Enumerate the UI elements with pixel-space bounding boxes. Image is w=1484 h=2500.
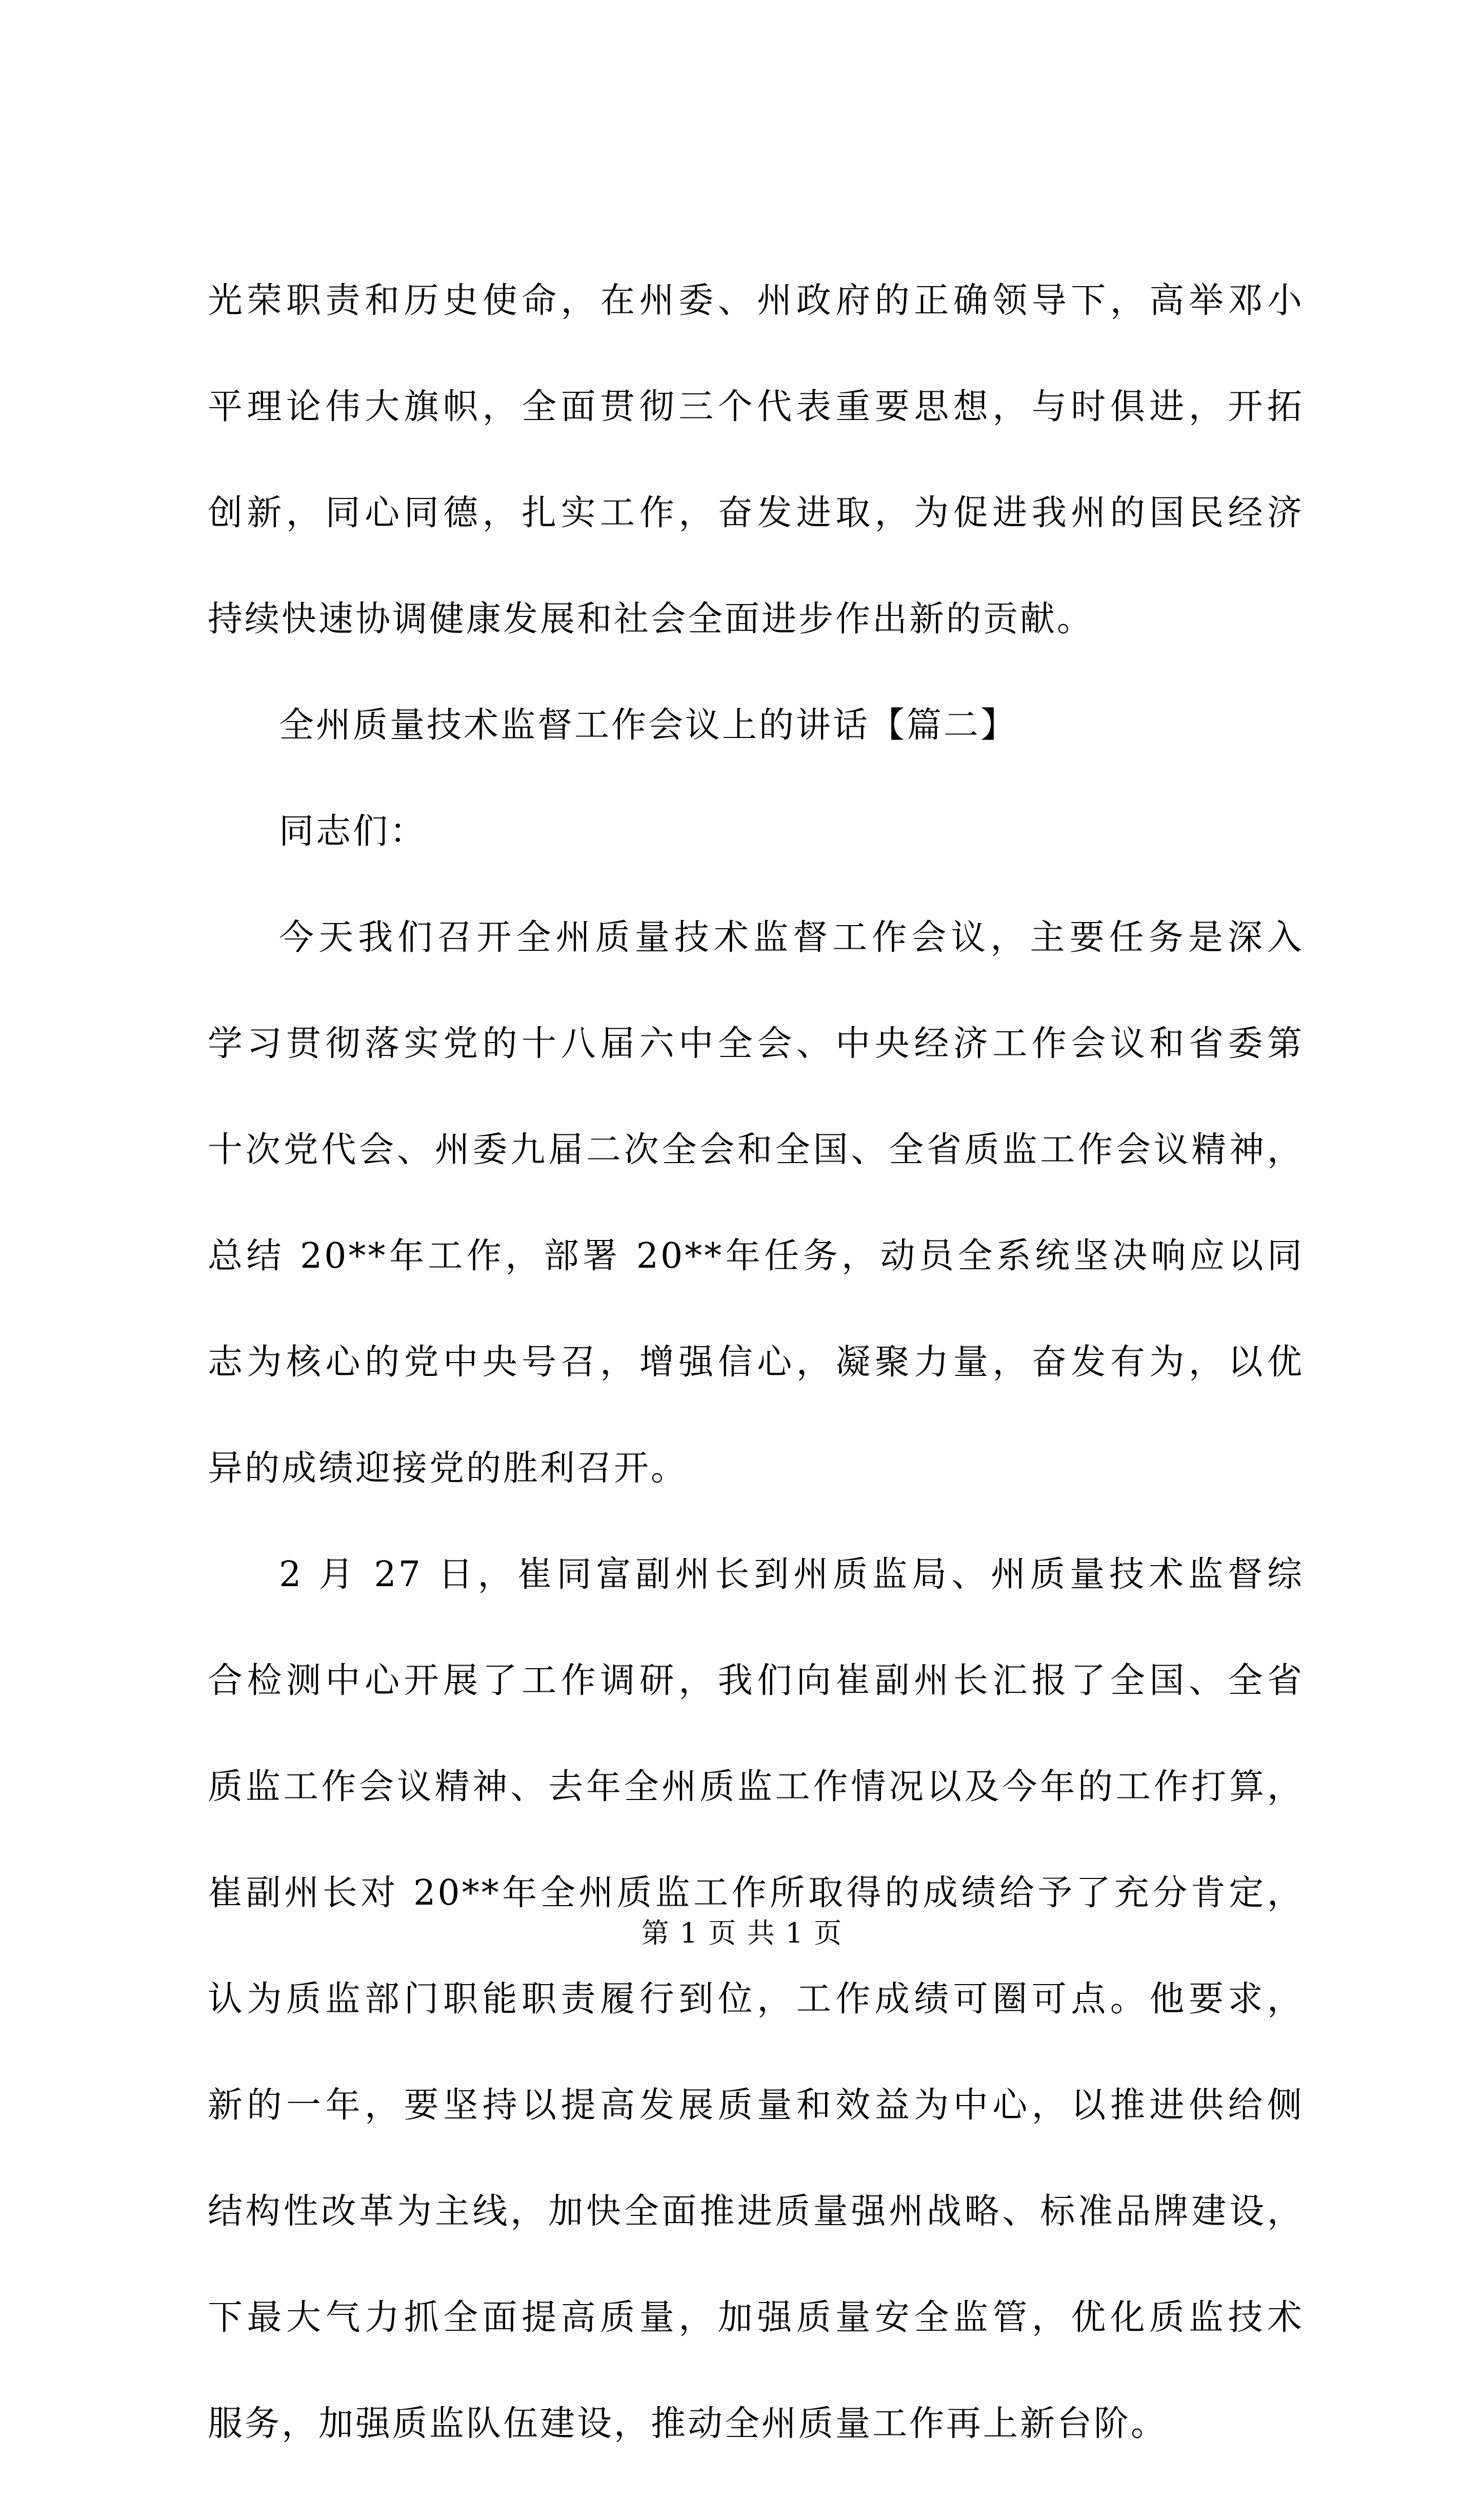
paragraph-line: 今天我们召开全州质量技术监督工作会议，主要任务是深入 — [279, 917, 1304, 958]
paragraph-line: 异的成绩迎接党的胜利召开。 — [208, 1448, 688, 1489]
paragraph-line: 志为核心的党中央号召，增强信心，凝聚力量，奋发有为，以优 — [208, 1342, 1304, 1383]
paragraph-line: 结构性改革为主线，加快全面推进质量强州战略、标准品牌建设， — [208, 2191, 1304, 2232]
paragraph-line: 崔副州长对 20**年全州质监工作所取得的成绩给予了充分肯定， — [208, 1873, 1304, 1913]
paragraph-line: 光荣职责和历史使命，在州委、州政府的正确领导下，高举邓小 — [208, 281, 1304, 321]
paragraph-line: 平理论伟大旗帜，全面贯彻三个代表重要思想，与时俱进，开拓 — [208, 387, 1304, 427]
paragraph-line: 服务，加强质监队伍建设，推动全州质量工作再上新台阶。 — [208, 2404, 1168, 2444]
paragraph-line: 持续快速协调健康发展和社会全面进步作出新的贡献。 — [208, 599, 1094, 639]
paragraph-line: 认为质监部门职能职责履行到位，工作成绩可圈可点。他要求， — [208, 1979, 1304, 2019]
salutation: 同志们： — [279, 811, 427, 852]
paragraph-line: 十次党代会、州委九届二次全会和全国、全省质监工作会议精神， — [208, 1130, 1304, 1170]
page-number-footer: 第 1 页 共 1 页 — [641, 1917, 843, 1949]
paragraph-line: 质监工作会议精神、去年全州质监工作情况以及今年的工作打算， — [208, 1767, 1304, 1807]
paragraph-line: 下最大气力抓全面提高质量，加强质量安全监管，优化质监技术 — [208, 2297, 1304, 2338]
paragraph-line: 合检测中心开展了工作调研，我们向崔副州长汇报了全国、全省 — [208, 1661, 1304, 1701]
paragraph-line: 新的一年，要坚持以提高发展质量和效益为中心，以推进供给侧 — [208, 2085, 1304, 2126]
document-body — [208, 271, 1304, 2500]
paragraph-line: 学习贯彻落实党的十八届六中全会、中央经济工作会议和省委第 — [208, 1024, 1304, 1064]
paragraph-line: 创新，同心同德，扎实工作，奋发进取，为促进我州的国民经济 — [208, 493, 1304, 533]
section-heading: 全州质量技术监督工作会议上的讲话【篇二】 — [279, 705, 1018, 746]
paragraph-line: 总结 20**年工作，部署 20**年任务，动员全系统坚决响应以同 — [208, 1236, 1304, 1276]
paragraph-line: 2 月 27 日，崔同富副州长到州质监局、州质量技术监督综 — [279, 1554, 1304, 1595]
